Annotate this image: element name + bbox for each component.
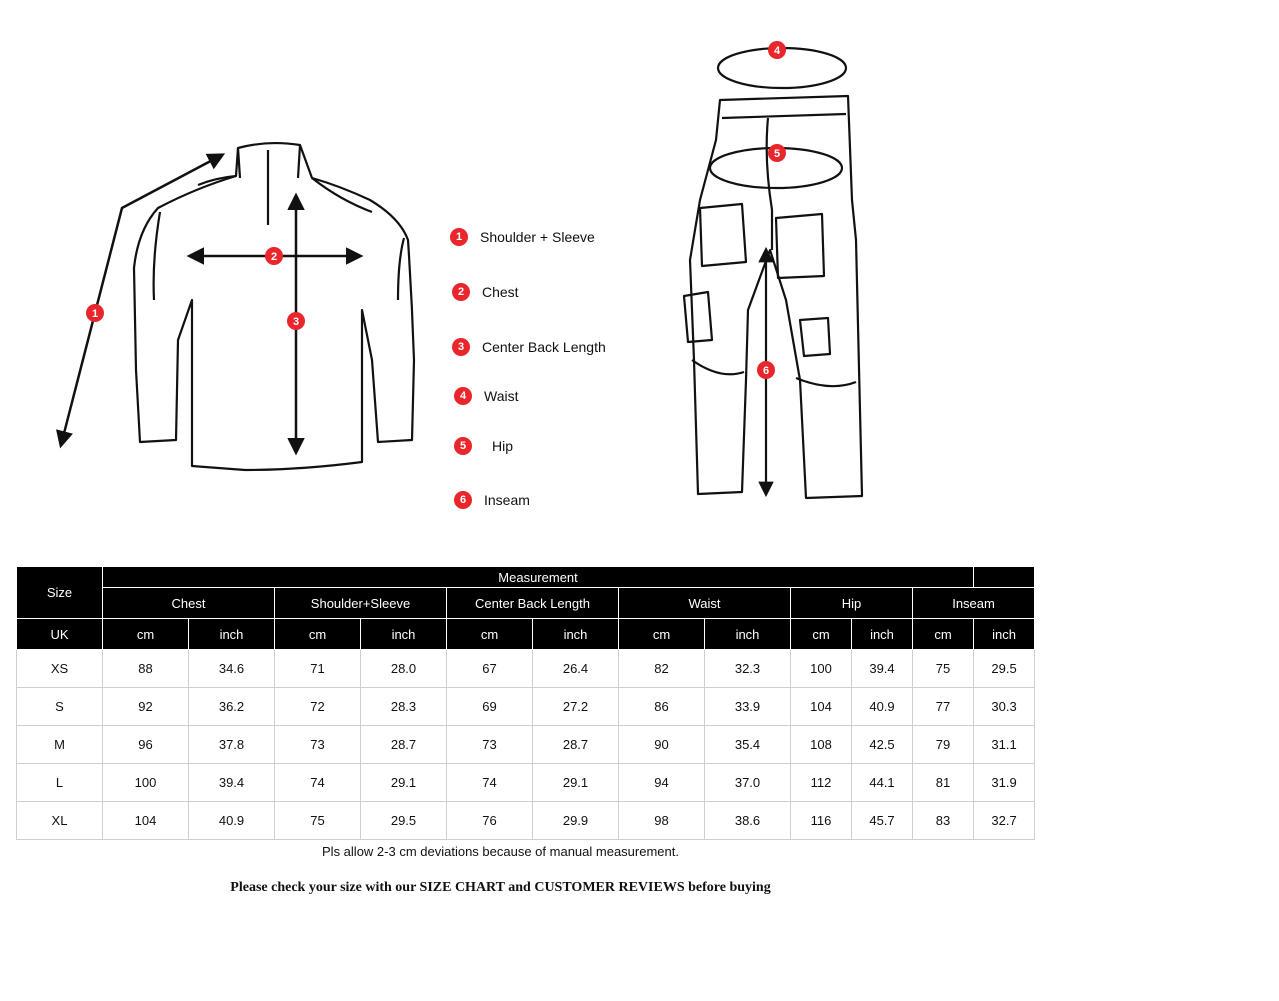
unit-cm: cm: [103, 619, 189, 650]
value-cell: 42.5: [852, 726, 913, 764]
unit-inch: inch: [974, 619, 1035, 650]
value-cell: 92: [103, 688, 189, 726]
value-cell: 86: [619, 688, 705, 726]
group-header-inseam: Inseam: [913, 588, 1035, 619]
value-cell: 29.5: [974, 650, 1035, 688]
value-cell: 69: [447, 688, 533, 726]
value-cell: 45.7: [852, 802, 913, 840]
value-cell: 32.7: [974, 802, 1035, 840]
unit-inch: inch: [852, 619, 913, 650]
unit-inch: inch: [189, 619, 275, 650]
value-cell: 26.4: [533, 650, 619, 688]
size-header: Size: [17, 567, 103, 619]
value-cell: 75: [913, 650, 974, 688]
shirt-drawing: [134, 143, 414, 470]
unit-inch: inch: [705, 619, 791, 650]
number-1-icon: 1: [450, 228, 468, 246]
legend-label: Center Back Length: [482, 339, 606, 355]
value-cell: 37.8: [189, 726, 275, 764]
value-cell: 96: [103, 726, 189, 764]
number-2-icon: 2: [452, 283, 470, 301]
value-cell: 100: [791, 650, 852, 688]
value-cell: 100: [103, 764, 189, 802]
value-cell: 35.4: [705, 726, 791, 764]
value-cell: 39.4: [852, 650, 913, 688]
deviation-note: Pls allow 2-3 cm deviations because of manual measurement.: [322, 844, 679, 859]
size-cell: S: [17, 688, 103, 726]
value-cell: 27.2: [533, 688, 619, 726]
svg-text:2: 2: [270, 251, 278, 263]
value-cell: 104: [103, 802, 189, 840]
svg-text:4: 4: [773, 45, 781, 57]
legend-item-hip: [454, 437, 513, 455]
unit-inch: inch: [533, 619, 619, 650]
svg-text:1: 1: [91, 308, 99, 320]
region-header: UK: [17, 619, 103, 650]
table-row: [17, 650, 1279, 688]
legend-label: Chest: [482, 284, 519, 300]
value-cell: 74: [275, 764, 361, 802]
number-3-icon: 3: [452, 338, 470, 356]
value-cell: 73: [275, 726, 361, 764]
svg-text:6: 6: [762, 365, 770, 377]
measurement-header-spacer: [974, 567, 1035, 588]
value-cell: 108: [791, 726, 852, 764]
size-cell: L: [17, 764, 103, 802]
number-6-icon: 6: [454, 491, 472, 509]
value-cell: 72: [275, 688, 361, 726]
measurement-header: Measurement: [103, 567, 974, 588]
value-cell: 29.5: [361, 802, 447, 840]
value-cell: 67: [447, 650, 533, 688]
legend-item-chest: [452, 283, 519, 301]
group-header-center-back-length: Center Back Length: [447, 588, 619, 619]
value-cell: 29.9: [533, 802, 619, 840]
value-cell: 90: [619, 726, 705, 764]
value-cell: 40.9: [852, 688, 913, 726]
group-header-hip: Hip: [791, 588, 913, 619]
legend-label: Inseam: [484, 492, 530, 508]
legend-item-waist: [454, 387, 518, 405]
legend-label: Waist: [484, 388, 519, 404]
legend-label: Hip: [492, 438, 514, 454]
value-cell: 112: [791, 764, 852, 802]
value-cell: 116: [791, 802, 852, 840]
value-cell: 77: [913, 688, 974, 726]
legend-item-center-back-length: [452, 338, 606, 356]
value-cell: 74: [447, 764, 533, 802]
value-cell: 94: [619, 764, 705, 802]
unit-cm: cm: [619, 619, 705, 650]
value-cell: 31.1: [974, 726, 1035, 764]
size-chart-table: [16, 566, 1279, 840]
number-4-icon: 4: [454, 387, 472, 405]
unit-cm: cm: [447, 619, 533, 650]
unit-cm: cm: [275, 619, 361, 650]
shirt-arrows: [61, 155, 360, 452]
size-rows: [17, 650, 1279, 840]
size-cell: XL: [17, 802, 103, 840]
value-cell: 39.4: [189, 764, 275, 802]
number-5-icon: 5: [454, 437, 472, 455]
value-cell: 31.9: [974, 764, 1035, 802]
value-cell: 82: [619, 650, 705, 688]
value-cell: 38.6: [705, 802, 791, 840]
value-cell: 28.3: [361, 688, 447, 726]
group-header-chest: Chest: [103, 588, 275, 619]
value-cell: 44.1: [852, 764, 913, 802]
value-cell: 81: [913, 764, 974, 802]
value-cell: 40.9: [189, 802, 275, 840]
value-cell: 29.1: [533, 764, 619, 802]
table-row: [17, 726, 1279, 764]
value-cell: 29.1: [361, 764, 447, 802]
value-cell: 98: [619, 802, 705, 840]
legend-item-shoulder-sleeve: [450, 228, 595, 246]
value-cell: 30.3: [974, 688, 1035, 726]
value-cell: 83: [913, 802, 974, 840]
value-cell: 73: [447, 726, 533, 764]
table-row: [17, 688, 1279, 726]
svg-text:5: 5: [773, 148, 781, 160]
value-cell: 88: [103, 650, 189, 688]
unit-cm: cm: [791, 619, 852, 650]
unit-inch: inch: [361, 619, 447, 650]
group-header-shoulder-sleeve: Shoulder+Sleeve: [275, 588, 447, 619]
value-cell: 37.0: [705, 764, 791, 802]
legend-item-inseam: [454, 491, 530, 509]
value-cell: 76: [447, 802, 533, 840]
buying-advice: Please check your size with our SIZE CHART and CUSTOMER REVIEWS before buying: [230, 880, 771, 895]
value-cell: 32.3: [705, 650, 791, 688]
value-cell: 28.7: [361, 726, 447, 764]
legend-label: Shoulder + Sleeve: [480, 229, 595, 245]
size-cell: XS: [17, 650, 103, 688]
unit-cm: cm: [913, 619, 974, 650]
size-cell: M: [17, 726, 103, 764]
table-row: [17, 764, 1279, 802]
value-cell: 104: [791, 688, 852, 726]
value-cell: 36.2: [189, 688, 275, 726]
value-cell: 79: [913, 726, 974, 764]
value-cell: 33.9: [705, 688, 791, 726]
group-header-waist: Waist: [619, 588, 791, 619]
table-row: [17, 802, 1279, 840]
value-cell: 34.6: [189, 650, 275, 688]
value-cell: 71: [275, 650, 361, 688]
measurement-legend: [450, 228, 670, 518]
value-cell: 28.7: [533, 726, 619, 764]
svg-text:3: 3: [292, 316, 300, 328]
shirt-badges: [86, 247, 305, 330]
value-cell: 28.0: [361, 650, 447, 688]
value-cell: 75: [275, 802, 361, 840]
